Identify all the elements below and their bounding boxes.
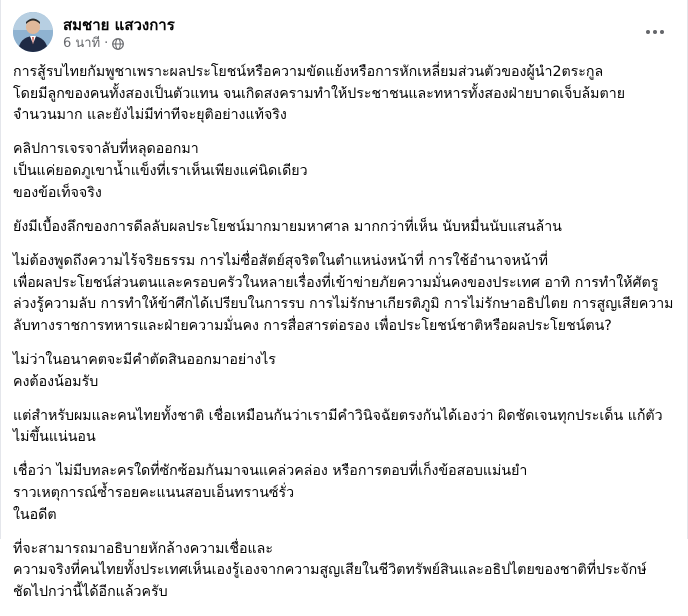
post-text-line: โดยมีลูกของคนทั้งสองเป็นตัวแทน จนเกิดสงครามทำให้ประชาชนและทหารทั้งสองฝ่ายบาดเจ็บล้มตาย	[13, 85, 626, 102]
globe-icon	[112, 38, 124, 50]
post-text-line: ชัดไปกว่านี้ได้อีกแล้วครับ	[13, 584, 168, 601]
author-name[interactable]: สมชาย แสวงการ	[63, 16, 175, 34]
post-text-line: ในอดีต	[13, 506, 57, 523]
meta-separator: ·	[104, 36, 109, 51]
post-paragraph	[13, 461, 673, 526]
post-text-line: คลิปการเจรจาลับที่หลุดออกมา	[13, 141, 199, 158]
post-text-line: แต่สำหรับผมและคนไทยทั้งชาติ เชื่อเหมือนกันว่าเรามีคำวินิจฉัยตรงกันได้เองว่า ผิดชัดเจนทุกประเด็น แก้ตัว	[13, 407, 663, 424]
post-text-line: คงต้องน้อมรับ	[13, 373, 99, 390]
post-meta	[63, 36, 124, 52]
post-paragraph	[13, 406, 673, 449]
more-options-button[interactable]	[641, 18, 669, 46]
post-text-line: เป็นแค่ยอดภูเขาน้ำแข็งที่เราเห็นเพียงแค่นิดเดียว	[13, 162, 308, 179]
post-paragraph	[13, 217, 673, 239]
post-body	[13, 62, 673, 616]
post-paragraph	[13, 350, 673, 393]
post-text-line: ของข้อเท็จจริง	[13, 184, 102, 201]
post-text-line: ที่จะสามารถมาอธิบายหักล้างความเชื่อและ	[13, 540, 273, 557]
post-text-line: ไม่ว่าในอนาคตจะมีคำตัดสินออกมาอย่างไร	[13, 351, 276, 368]
more-options-icon	[646, 30, 664, 34]
post-text-line: จำนวนมาก และยังไม่มีท่าทีจะยุติอย่างแท้จริง	[13, 107, 287, 124]
post-text-line: ไม่ต้องพูดถึงความไร้จริยธรรม การไม่ซื่อสัตย์สุจริตในตำแหน่งหน้าที่ การใช้อำนาจหน้าที่	[13, 252, 548, 269]
post-paragraph	[13, 139, 673, 204]
post-paragraph	[13, 62, 673, 127]
post-paragraph	[13, 251, 673, 337]
post-paragraph	[13, 539, 673, 604]
post-text-line: การสู้รบไทยกัมพูชาเพราะผลประโยชน์หรือความขัดแย้งหรือการหักเหลี่ยมส่วนตัวของผู้นำ2ตระกูล	[13, 64, 604, 80]
post-text-line: ลับทางราชการทหารและฝ่ายความมั่นคง การสื่อสารต่อรอง เพื่อประโยชน์ชาติหรือผลประโยชน์ตน?	[13, 317, 612, 334]
post-header	[13, 12, 677, 56]
timestamp[interactable]: 6 นาที	[63, 36, 101, 51]
post-text-line: ล่วงรู้ความลับ การทำให้ข้าศึกได้เปรียบในการรบ การไม่รักษาเกียรติภูมิ การไม่รักษาอธิปไตย การสูญเสียความ	[13, 296, 674, 313]
post-text-line: ราวเหตุการณ์ซ้ำรอยคะแนนสอบเอ็นทรานซ์รั่ว	[13, 485, 295, 502]
post-text-line: ความจริงที่คนไทยทั้งประเทศเห็นเองรู้เองจากความสูญเสียในชีวิตทรัพย์สินและอธิปไตยของชาติที่ประจักษ์	[13, 562, 647, 579]
post-text-line: ไม่ขึ้นแน่นอน	[13, 429, 96, 446]
avatar[interactable]	[13, 12, 53, 52]
post-text-line: เพื่อผลประโยชน์ส่วนตนและครอบครัวในหลายเรื่องที่เข้าข่ายภัยความมั่นคงของประเทศ อาทิ การทำให้ศัตรู	[13, 274, 659, 291]
post-text-line: ยังมีเบื้องลึกของการดีลลับผลประโยชน์มากมายมหาศาล มากกว่าที่เห็น นับหมื่นนับแสนล้าน	[13, 218, 562, 235]
post-text-line: เชื่อว่า ไม่มีบทละครใดที่ซักซ้อมกันมาจนแคล่วคล่อง หรือการตอบที่เก็งข้อสอบแม่นยำ	[13, 463, 528, 480]
